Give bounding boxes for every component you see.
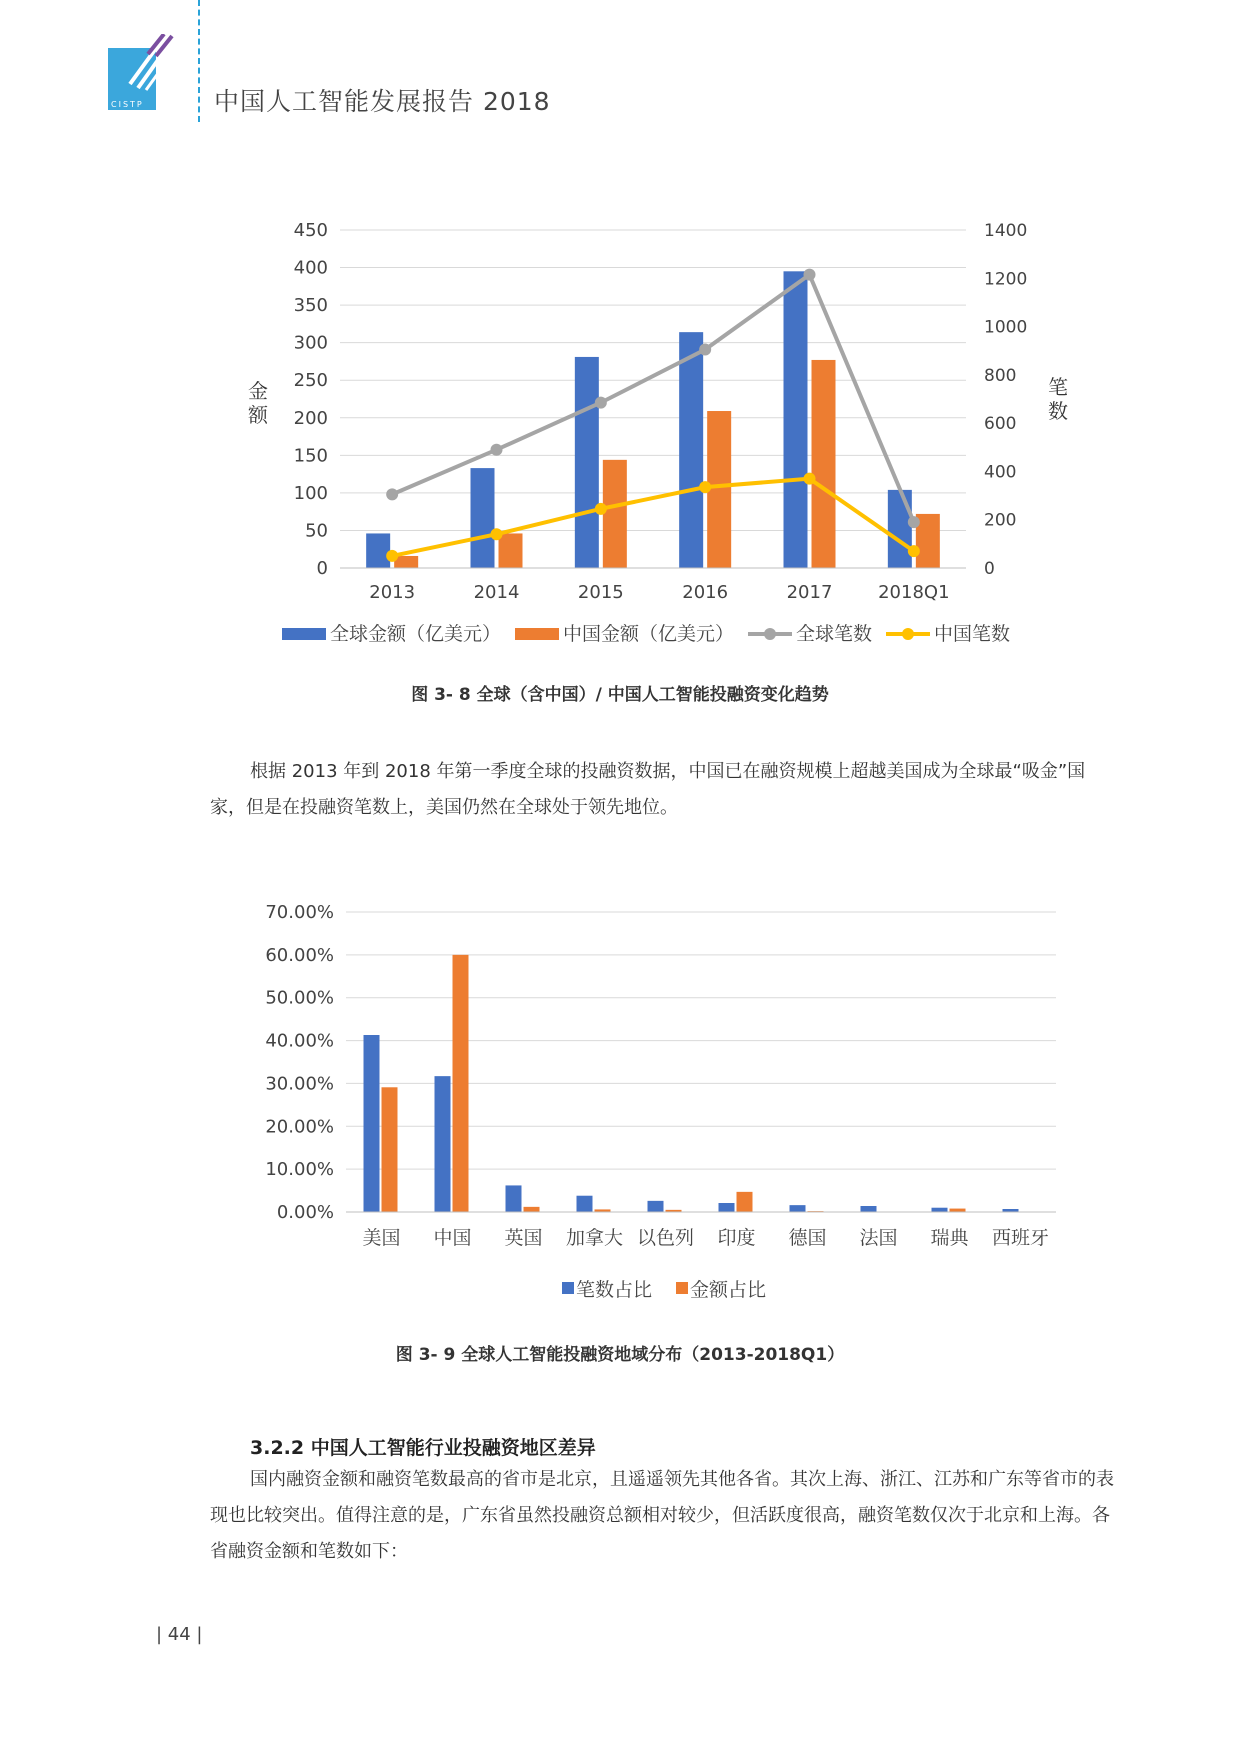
bar xyxy=(453,955,469,1212)
x-tick-label: 中国 xyxy=(433,1227,472,1249)
y2-tick-label: 0 xyxy=(984,559,995,579)
bar xyxy=(648,1201,664,1212)
x-tick-label: 法国 xyxy=(859,1227,898,1249)
x-tick-label: 2014 xyxy=(473,582,520,603)
x-tick-label: 2013 xyxy=(369,582,416,603)
body-paragraph: 根据 2013 年到 2018 年第一季度全球的投融资数据，中国已在融资规模上超越美国成为全球最“吸金”国家，但是在投融资笔数上，美国仍然在全球处于领先地位。 xyxy=(210,761,1086,818)
x-tick-label: 德国 xyxy=(788,1227,827,1249)
y-tick-label: 200 xyxy=(293,407,328,429)
legend-swatch xyxy=(562,1282,574,1294)
bar xyxy=(577,1196,593,1212)
bar xyxy=(790,1205,806,1212)
y-tick-label: 250 xyxy=(293,370,328,392)
x-tick-label: 加拿大 xyxy=(565,1227,624,1249)
x-tick-label: 2016 xyxy=(682,582,729,603)
x-tick-label: 2015 xyxy=(577,582,624,603)
legend-label: 中国金额（亿美元） xyxy=(563,623,735,645)
y-tick-label: 150 xyxy=(293,445,328,467)
x-tick-label: 西班牙 xyxy=(991,1227,1050,1249)
y-tick-label: 50.00% xyxy=(265,987,334,1009)
y-tick-label: 450 xyxy=(293,220,328,241)
page-number: | 44 | xyxy=(156,1624,203,1645)
y-tick-label: 0 xyxy=(316,558,328,579)
x-tick-label: 2017 xyxy=(786,582,833,603)
legend-swatch xyxy=(676,1282,688,1294)
y2-tick-label: 200 xyxy=(984,510,1017,531)
bar xyxy=(382,1087,398,1212)
x-tick-label: 印度 xyxy=(717,1227,756,1249)
x-tick-label: 以色列 xyxy=(636,1227,695,1249)
bar xyxy=(719,1203,735,1212)
x-tick-label: 瑞典 xyxy=(930,1227,969,1249)
figure-3-8-caption: 图 3- 8 全球（含中国）/ 中国人工智能投融资变化趋势 xyxy=(411,685,829,705)
bar xyxy=(364,1035,380,1212)
legend-label: 全球笔数 xyxy=(796,623,873,645)
y-tick-label: 0.00% xyxy=(276,1202,334,1223)
logo-text: CISTP xyxy=(111,100,144,109)
header-title: 中国人工智能发展报告 2018 xyxy=(214,87,551,116)
section-heading: 3.2.2 中国人工智能行业投融资地区差异 xyxy=(250,1437,596,1459)
figure-3-9-caption: 图 3- 9 全球人工智能投融资地域分布（2013-2018Q1） xyxy=(395,1345,845,1365)
y-tick-label: 70.00% xyxy=(265,902,334,923)
y2-tick-label: 800 xyxy=(984,365,1017,386)
y-axis-label-char: 金 xyxy=(248,379,268,403)
bar xyxy=(506,1185,522,1212)
section-paragraph: 国内融资金额和融资笔数最高的省市是北京，且遥遥领先其他各省。其次上海、浙江、江苏和广东等省市的表现也比较突出。值得注意的是，广东省虽然投融资总额相对较少，但活跃度很高，融资笔数仅次于北京和上海。各省融资金额和笔数如下： xyxy=(210,1469,1114,1562)
y2-tick-label: 1200 xyxy=(984,269,1028,290)
bar xyxy=(524,1207,540,1212)
y2-axis-label-char: 笔 xyxy=(1048,375,1068,399)
bar xyxy=(932,1208,948,1212)
y-tick-label: 350 xyxy=(293,295,328,317)
x-tick-label: 英国 xyxy=(504,1227,543,1249)
bar xyxy=(950,1209,966,1212)
legend-label: 金额占比 xyxy=(690,1279,767,1301)
y-tick-label: 60.00% xyxy=(265,944,334,966)
y2-tick-label: 1400 xyxy=(984,221,1028,241)
bar xyxy=(737,1192,753,1212)
y-tick-label: 30.00% xyxy=(265,1073,334,1095)
legend-label: 笔数占比 xyxy=(576,1279,653,1301)
legend-label: 中国笔数 xyxy=(934,623,1011,645)
y-axis-label-char: 额 xyxy=(248,403,268,427)
y-tick-label: 100 xyxy=(293,482,328,504)
y-tick-label: 10.00% xyxy=(265,1159,334,1181)
x-tick-label: 2018Q1 xyxy=(878,582,950,603)
y2-tick-label: 400 xyxy=(984,462,1017,483)
x-tick-label: 美国 xyxy=(362,1227,401,1249)
y-tick-label: 300 xyxy=(293,332,328,354)
y-tick-label: 40.00% xyxy=(265,1030,334,1052)
y-tick-label: 20.00% xyxy=(265,1116,334,1138)
y2-tick-label: 1000 xyxy=(984,317,1028,338)
legend-label: 全球金额（亿美元） xyxy=(330,623,502,645)
y2-axis-label-char: 数 xyxy=(1048,399,1068,423)
bar xyxy=(861,1206,877,1212)
y-tick-label: 400 xyxy=(293,257,328,279)
y-tick-label: 50 xyxy=(305,520,328,542)
y2-tick-label: 600 xyxy=(984,414,1017,435)
bar xyxy=(435,1076,451,1212)
